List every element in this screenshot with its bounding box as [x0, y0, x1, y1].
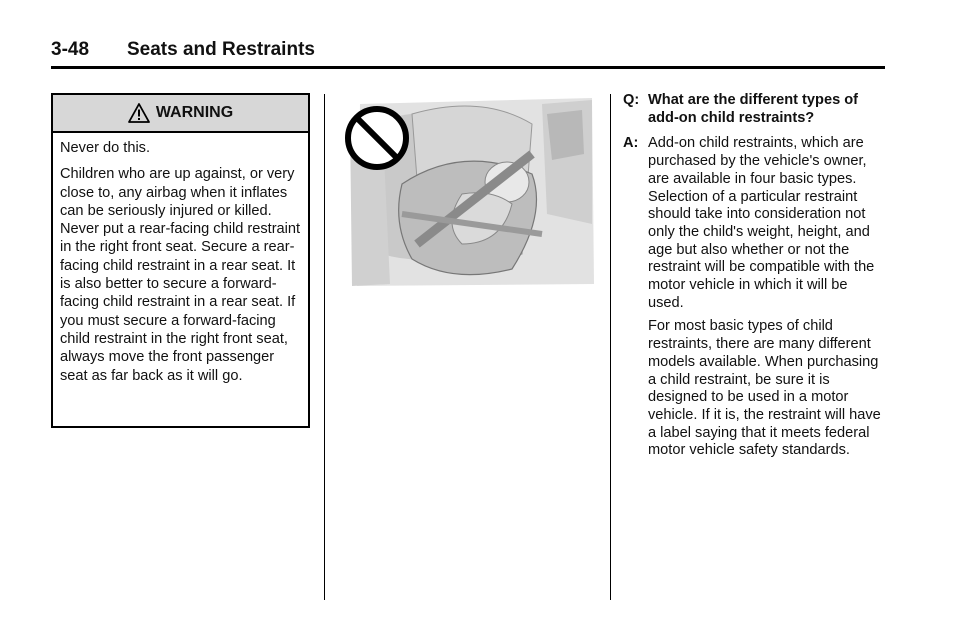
prohibited-icon: [348, 109, 406, 167]
warning-body: [53, 133, 308, 385]
column-divider-left: [324, 94, 325, 600]
question-label: Q:: [623, 92, 640, 108]
answer-text: Add-on child restraints, which are purchased by the vehicle's owner, are available in four basic types. Selection of a particular restraint should take into consideration not only the child's weight, height, and age but also whether or not the restraint will be compatible with the motor vehicle in which it will be used.: [648, 135, 875, 311]
warning-header: [53, 95, 308, 133]
qa-section: [623, 92, 885, 466]
question-row: [623, 92, 885, 127]
answer-text-2: For most basic types of child restraints, there are many different models available. When purchasing a child restraint, be sure it is designed to be used in a motor vehicle. If it is, the restraint will have a label saying that it meets federal motor vehicle safety standards.: [648, 318, 881, 459]
child-seat-illustration: [342, 94, 596, 287]
warning-text: Children who are up against, or very close to, any airbag when it inflates can be seriously injured or killed. Never put a rear-facing child restraint in the right front seat. Secure a rear-facing child restraint in a rear seat. It is also better to secure a forward-facing child restraint in a rear seat. If you must secure a forward-facing child restraint in the right front seat, always move the front passenger seat as far back as it will go.: [60, 166, 301, 384]
answer-label: A:: [623, 135, 639, 152]
warning-title: WARNING: [155, 104, 234, 121]
page-header: [51, 38, 885, 69]
answer-row: [623, 135, 885, 466]
section-title: Seats and Restraints: [127, 39, 315, 60]
warning-line1: Never do this.: [60, 140, 151, 156]
question-text: What are the different types of add-on child restraints?: [648, 92, 859, 126]
warning-box: [51, 93, 310, 428]
page-number: 3-48: [51, 39, 90, 60]
warning-triangle-icon: [128, 103, 150, 123]
column-divider-right: [610, 94, 611, 600]
